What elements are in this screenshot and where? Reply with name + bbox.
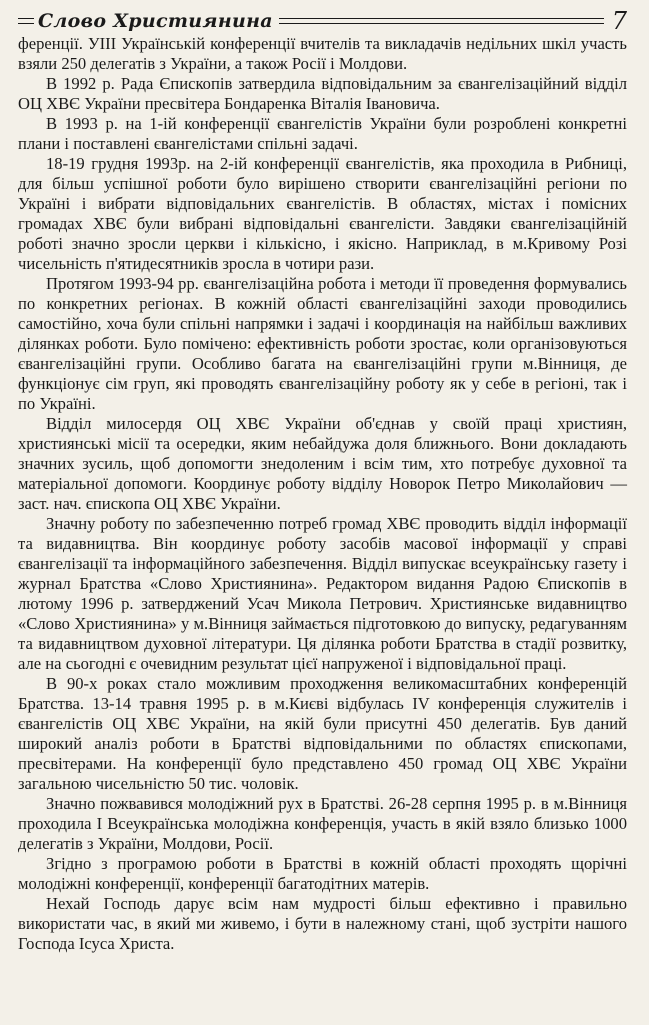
header-lead-rule: [18, 18, 34, 24]
paragraph: Відділ милосердя ОЦ ХВЄ України об'єднав у своїй праці християн, християнські місії та осередки, яким небайдужа доля ближнього. Вони докладають значних зусиль, щоб допомогти знедоленим і всім тим, хто потребує духовної та матеріальної допомоги. Координує роботу відділу Новорок Петро Миколайович — заст. нач. єпископа ОЦ ХВЄ України.: [18, 414, 627, 513]
paragraph: В 1992 р. Рада Єпископів затвердила відповідальним за євангелізаційний відділ ОЦ ХВЄ України пресвітера Бондаренка Віталія Івановича.: [18, 74, 627, 113]
paragraph-continuation: ференції. УІІІ Українській конференції вчителів та викладачів недільних шкіл участь взяли 250 делегатів з України, а також Росії і Молдови.: [18, 34, 627, 73]
paragraph: В 1993 р. на 1-ій конференції євангелістів України були розроблені конкретні плани і поставлені євангелістами спільні задачі.: [18, 114, 627, 153]
page-number: 7: [611, 7, 627, 35]
paragraph: Згідно з програмою роботи в Братстві в кожній області проходять щорічні молодіжні конференції, конференції багатодітних матерів.: [18, 854, 627, 893]
paragraph: Нехай Господь дарує всім нам мудрості більш ефективно і правильно використати час, в який ми живемо, і бути в належному стані, щоб зустріти нашого Господа Ісуса Христа.: [18, 894, 627, 953]
paragraph: Протягом 1993-94 рр. євангелізаційна робота і методи її проведення формувались по конкретних регіонах. В кожній області євангелізаційні заходи проводились самостійно, хоча були спільні напрямки і задачі і координація на найбільш важливих ділянках роботи. Було помічено: ефективність роботи зростає, коли організовуються євангелізаційні групи. Особливо багата на євангелізаційні групи м.Вінниця, де функціонує сім груп, які проводять євангелізаційну роботу як у себе в регіоні, так і по Україні.: [18, 274, 627, 413]
header-double-rule: [279, 18, 604, 24]
paragraph: 18-19 грудня 1993р. на 2-ій конференції євангелістів, яка проходила в Рибниці, для більш успішної роботи було вирішено створити євангелізаційні регіони по Україні і вибрати відповідальних євангелістів. В областях, містах і помісних громадах ХВЄ були вибрані відповідальні євангелісти. Завдяки євангелізаційній роботі значно зросли церкви і кількісно, і якісно. Наприклад, в м.Кривому Розі чисельність п'ятидесятників зросла в чотири рази.: [18, 154, 627, 273]
paragraph: Значно пожвавився молодіжний рух в Братстві. 26-28 серпня 1995 р. в м.Вінниця проходила І Всеукраїнська молодіжна конференція, участь в якій взяло близько 1000 делегатів з України, Молдови, Росії.: [18, 794, 627, 853]
publication-title: Слово Християнина: [38, 10, 273, 32]
paragraph: Значну роботу по забезпеченню потреб громад ХВЄ проводить відділ інформації та видавництва. Він координує роботу засобів масової інформації у справі євангелізації та інформаційного забезпечення. Відділ випускає всеукраїнську газету і журнал Братства «Слово Християнина». Редактором видання Радою Єпископів в лютому 1996 р. затверджений Усач Микола Петрович. Християнське видавництво «Слово Християнина» у м.Вінниця займається підготовкою до випуску, редагуванням та видавництвом духовної літератури. Ця ділянка роботи Братства в стадії розвитку, але на сьогодні є очевидним результат цієї напруженої і відповідальної праці.: [18, 514, 627, 673]
running-header: [18, 6, 627, 36]
paragraph: В 90-х роках стало можливим проходження великомасштабних конференцій Братства. 13-14 травня 1995 р. в м.Києві відбулась ІV конференція служителів і євангелістів ОЦ ХВЄ України, на якій були присутні 450 делегатів. Був даний широкий аналіз роботи в Братстві відповідальними по областях єпископами, пресвітерами. На конференції було представлено 450 громад ОЦ ХВЄ України загальною чисельністю 50 тис. чоловік.: [18, 674, 627, 793]
article-body: [18, 34, 627, 954]
